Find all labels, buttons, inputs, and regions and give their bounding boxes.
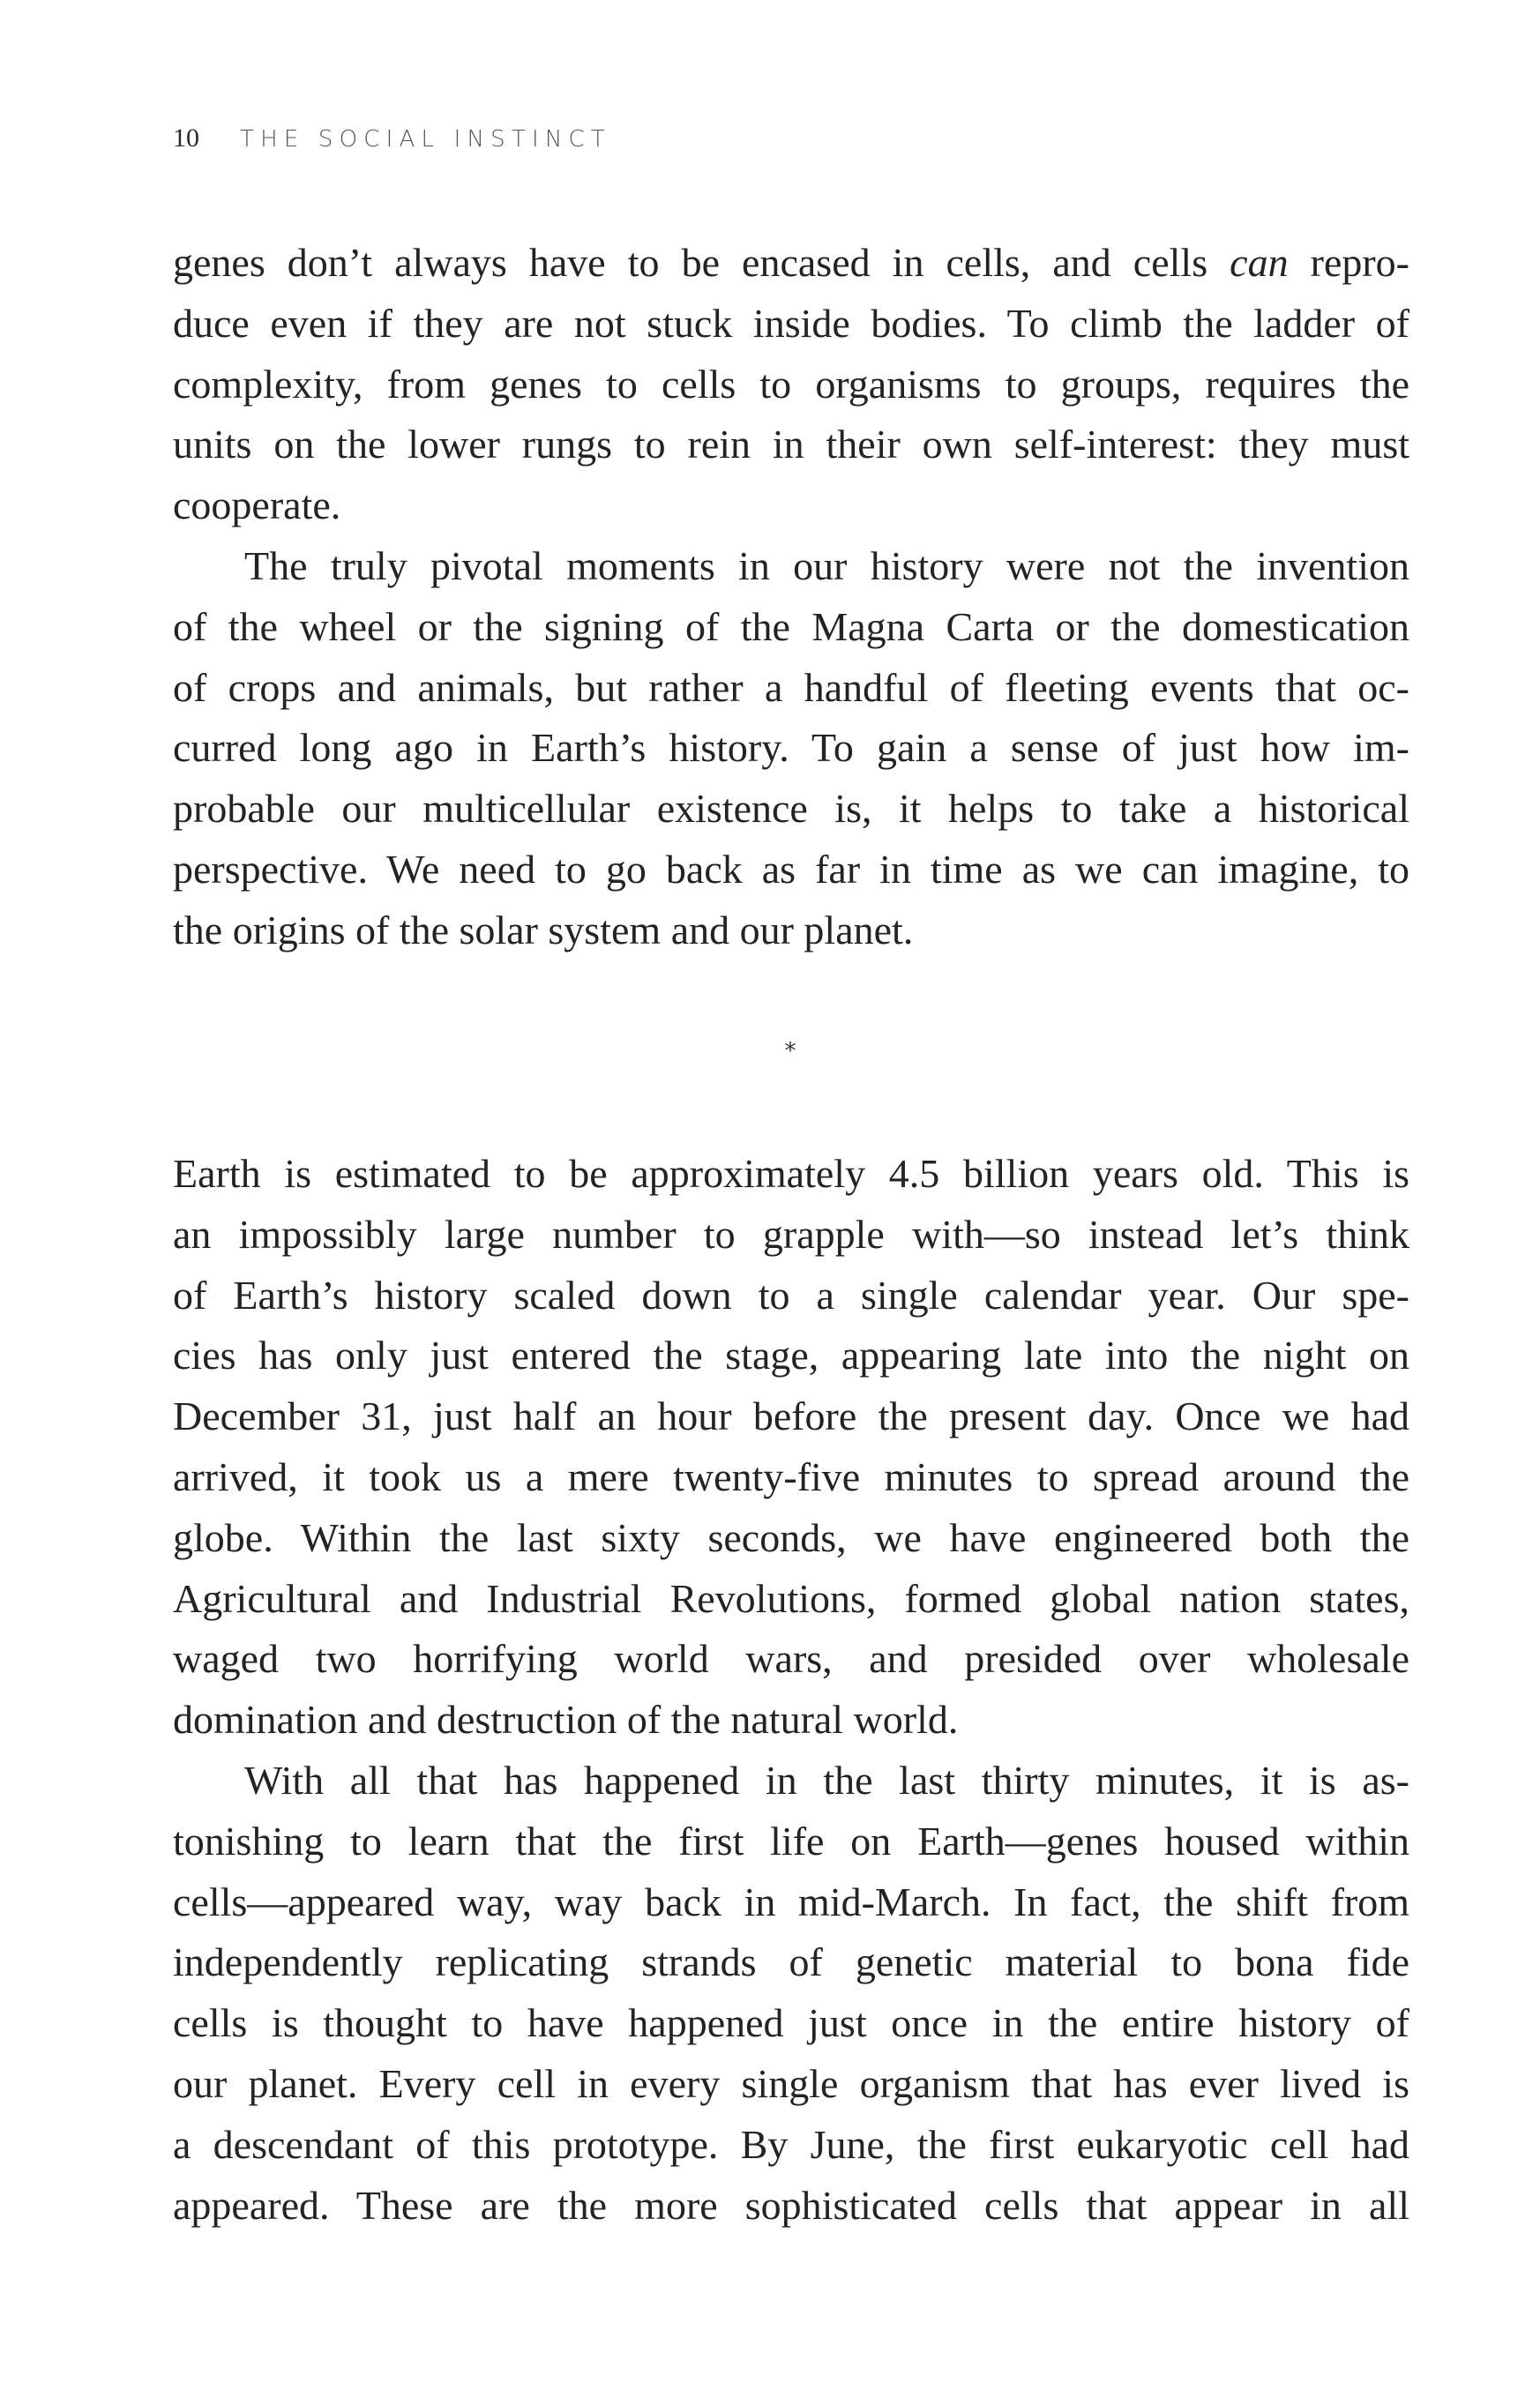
text-line: cies has only just entered the stage, appearing late into the night on bbox=[173, 1333, 1409, 1378]
emphasis-text: can bbox=[1230, 240, 1289, 285]
text-line: of the wheel or the signing of the Magna Carta or the domestication bbox=[173, 603, 1409, 649]
text-line: curred long ago in Earth’s history. To gain a sense of just how im- bbox=[173, 725, 1409, 771]
text-run: repro- bbox=[1288, 240, 1409, 285]
asterisk-ornament-icon: * bbox=[784, 1038, 796, 1065]
text-line: Agricultural and Industrial Revolutions, formed global nation states, bbox=[173, 1575, 1409, 1621]
text-line: complexity, from genes to cells to organisms to groups, requires the bbox=[173, 361, 1409, 407]
paragraph bbox=[173, 233, 1409, 536]
text-line: cells—appeared way, way back in mid-March. In fact, the shift from bbox=[173, 1879, 1409, 1924]
text-line: an impossibly large number to grapple with—so instead let’s think bbox=[173, 1211, 1409, 1257]
text-line: perspective. We need to go back as far in time as we can imagine, to bbox=[173, 846, 1409, 892]
text-line: The truly pivotal moments in our history were not the invention bbox=[244, 542, 1409, 588]
page-number: 10 bbox=[173, 123, 199, 153]
text-run: genes don’t always have to be encased in cells, and cells bbox=[173, 240, 1230, 285]
paragraph bbox=[173, 536, 1409, 961]
text-line: domination and destruction of the natural world. bbox=[173, 1697, 959, 1743]
book-title: THE SOCIAL INSTINCT bbox=[240, 126, 611, 153]
paragraph bbox=[173, 1751, 1409, 2236]
text-line: probable our multicellular existence is, it helps to take a historical bbox=[173, 786, 1409, 832]
text-line: appeared. These are the more sophisticated cells that appear in all bbox=[173, 2182, 1409, 2228]
body-text-section-2 bbox=[173, 1144, 1409, 2236]
running-head bbox=[173, 123, 611, 153]
text-line: With all that has happened in the last thirty minutes, it is as- bbox=[244, 1757, 1409, 1803]
text-line: the origins of the solar system and our planet. bbox=[173, 907, 914, 952]
text-line: waged two horrifying world wars, and presided over wholesale bbox=[173, 1636, 1409, 1682]
text-line: duce even if they are not stuck inside bodies. To climb the ladder of bbox=[173, 300, 1409, 346]
text-line: arrived, it took us a mere twenty-five minutes to spread around the bbox=[173, 1453, 1409, 1499]
body-text-section-1 bbox=[173, 233, 1409, 961]
text-line: cooperate. bbox=[173, 482, 341, 528]
paragraph bbox=[173, 1144, 1409, 1751]
text-line: cells is thought to have happened just once in the entire history of bbox=[173, 2000, 1409, 2046]
text-line: units on the lower rungs to rein in their own self-interest: they must bbox=[173, 422, 1409, 467]
text-line: globe. Within the last sixty seconds, we have engineered both the bbox=[173, 1514, 1409, 1560]
text-line: a descendant of this prototype. By June, the first eukaryotic cell had bbox=[173, 2121, 1409, 2167]
text-line: of Earth’s history scaled down to a single calendar year. Our spe- bbox=[173, 1272, 1409, 1318]
text-line: our planet. Every cell in every single organism that has ever lived is bbox=[173, 2060, 1409, 2106]
text-line: tonishing to learn that the first life on Earth—genes housed within bbox=[173, 1818, 1409, 1864]
text-line: December 31, just half an hour before the present day. Once we had bbox=[173, 1393, 1409, 1439]
text-line: independently replicating strands of genetic material to bona fide bbox=[173, 1939, 1409, 1985]
text-line: of crops and animals, but rather a handful of fleeting events that oc- bbox=[173, 664, 1409, 710]
text-line: Earth is estimated to be approximately 4.5 billion years old. This is bbox=[173, 1151, 1409, 1196]
text-line bbox=[173, 233, 1409, 294]
